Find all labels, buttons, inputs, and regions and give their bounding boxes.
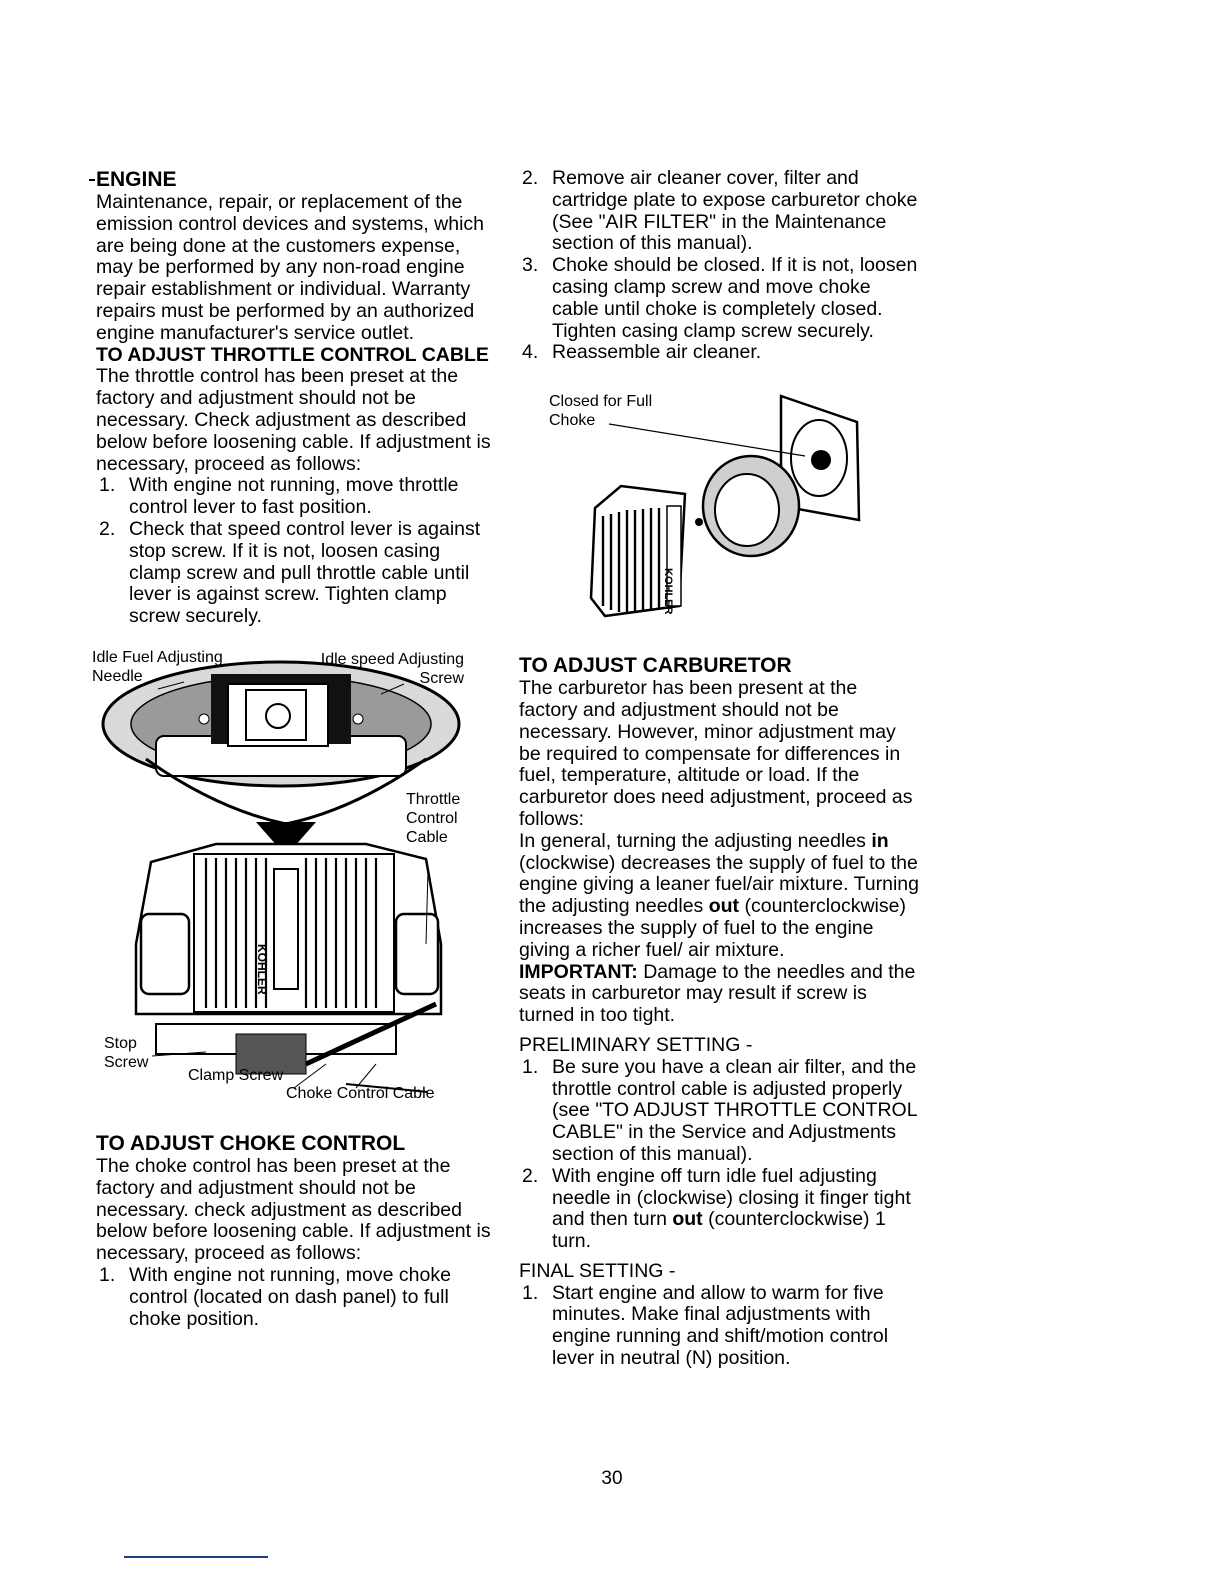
brand-logo: KOHLER xyxy=(662,568,674,615)
throttle-heading: TO ADJUST THROTTLE CONTROL CABLE xyxy=(96,343,489,366)
engine-heading: ENGINE xyxy=(96,168,177,191)
list-item: 1. With engine not running, move throttle control lever to fast position. xyxy=(99,474,459,519)
list-item: 2. Check that speed control lever is against stop screw. If it is not, loosen casing clamp screw and pull throttle cable until lever is against screw. Tighten clamp screw securely. xyxy=(99,517,481,628)
label-idle-fuel: Idle Fuel Adjusting Needle xyxy=(92,648,223,685)
list-item: 2. Remove air cleaner cover, filter and cartridge plate to expose carburetor choke (See "AIR FILTER" in the Maintenance section of this manual). xyxy=(522,167,918,255)
final-heading: FINAL SETTING - xyxy=(519,1259,676,1282)
air-cleaner-figure xyxy=(519,388,919,648)
brand-logo: KOHLER xyxy=(255,943,269,995)
list-item: 1. Start engine and allow to warm for five minutes. Make final adjustments with engine running and shift/motion control lever in neutral (N) position. xyxy=(522,1281,889,1370)
margin-mark xyxy=(89,179,95,181)
label-stop-screw: Stop Screw xyxy=(104,1034,149,1071)
carburetor-needles-paragraph: In general, turning the adjusting needles in (clockwise) decreases the supply of fuel to the engine giving a leaner fuel/air mixture. Turning the adjusting needles out (counterclockwise) increases the supply of fuel to the engine giving a richer fuel/ air mixture. xyxy=(519,829,919,961)
list-item: 1. Be sure you have a clean air filter, and the throttle control cable is adjusted properly (see "TO ADJUST THROTTLE CONTROL CABLE" in the Service and Adjustments section of this manual). xyxy=(522,1055,917,1165)
footer-rule xyxy=(124,1556,268,1558)
left-column xyxy=(92,168,496,1330)
final-steps xyxy=(519,1283,919,1370)
important-note: IMPORTANT: Damage to the needles and the seats in carburetor may result if screw is turned in too tight. xyxy=(519,960,916,1027)
right-column xyxy=(519,168,919,1370)
list-item: 3. Choke should be closed. If it is not, loosen casing clamp screw and move choke cable until choke is completely closed. Tighten casing clamp screw securely. xyxy=(522,254,918,342)
preliminary-heading: PRELIMINARY SETTING - xyxy=(519,1033,753,1056)
label-idle-speed: Idle speed Adjusting Screw xyxy=(320,650,464,687)
label-clamp-screw: Clamp Screw xyxy=(188,1066,284,1084)
page-number: 30 xyxy=(601,1468,623,1489)
label-closed-full-choke: Closed for Full Choke xyxy=(549,393,653,430)
carburetor-paragraph: The carburetor has been present at the factory and adjustment should not be necessary. However, minor adjustment may be required to compensate for differences in fuel, temperature, altitude or load. If the carburetor does need adjustment, proceed as follows: xyxy=(519,677,913,830)
list-item: 4. Reassemble air cleaner. xyxy=(522,341,762,364)
preliminary-steps xyxy=(519,1057,919,1253)
choke-steps-left xyxy=(96,1265,496,1330)
choke-steps-right xyxy=(519,168,919,364)
throttle-paragraph: The throttle control has been preset at the factory and adjustment should not be necessary. Check adjustment as described below before loosening cable. If adjustment is necessary, proceed as follows: xyxy=(96,365,491,475)
choke-heading: TO ADJUST CHOKE CONTROL xyxy=(96,1131,406,1155)
list-item: 1. With engine not running, move choke control (located on dash panel) to full choke position. xyxy=(99,1263,451,1330)
throttle-steps xyxy=(96,475,496,628)
label-choke-cable: Choke Control Cable xyxy=(286,1084,435,1102)
engine-figure xyxy=(92,644,496,1124)
list-item: 2. With engine off turn idle fuel adjusting needle in (clockwise) closing it finger tight and then turn out (counterclockwise) 1 turn. xyxy=(522,1164,911,1253)
choke-paragraph: The choke control has been preset at the factory and adjustment should not be necessary. check adjustment as described below before loosening cable. If adjustment is necessary, proceed as follows: xyxy=(96,1154,491,1265)
carburetor-heading: TO ADJUST CARBURETOR xyxy=(519,654,792,678)
engine-paragraph: Maintenance, repair, or replacement of the emission control devices and systems, which are being done at the customers expense, may be performed by any non-road engine repair establishment or individual. Warranty repairs must be performed by an authorized engine manufacturer's service outlet. xyxy=(96,191,484,344)
label-throttle-cable: Throttle Control Cable xyxy=(406,790,461,846)
